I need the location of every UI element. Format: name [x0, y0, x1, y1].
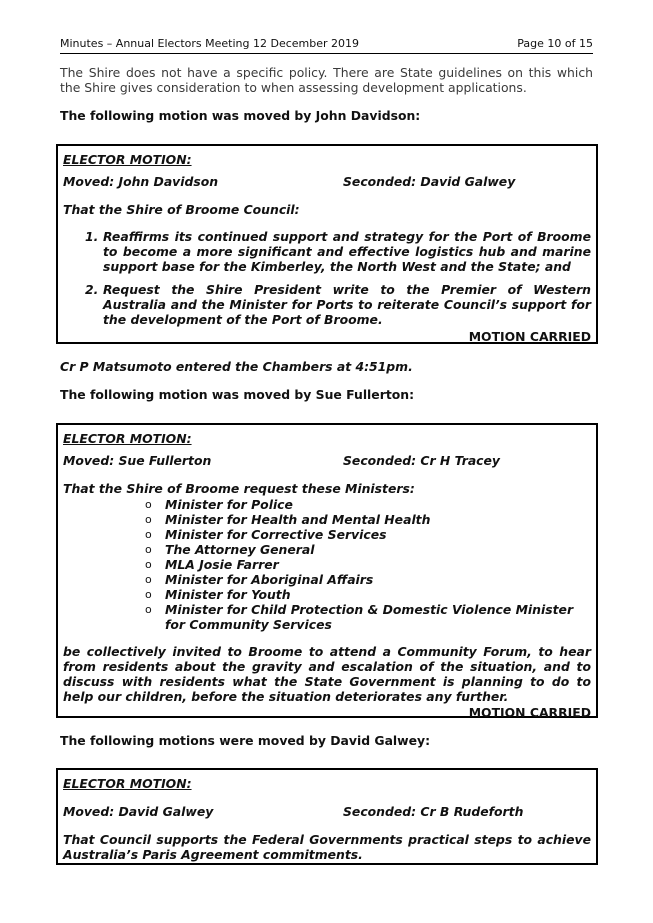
motion-result: MOTION CARRIED: [468, 705, 591, 720]
list-item: o Minister for Child Protection & Domestic Violence Minister for Community Services: [145, 602, 574, 632]
bullet-icon: o: [145, 498, 152, 511]
item-number: 2.: [85, 282, 99, 297]
moved-by: Moved: David Galwey: [63, 804, 214, 819]
ministers-list: [145, 497, 591, 632]
motion-movers: [63, 453, 591, 468]
bullet-icon: o: [145, 528, 152, 541]
list-item: o Minister for Police: [145, 497, 293, 512]
motion-box-3: [56, 768, 598, 865]
list-item: o Minister for Corrective Services: [145, 527, 387, 542]
list-item: o Minister for Health and Mental Health: [145, 512, 431, 527]
list-item: o Minister for Aboriginal Affairs: [145, 572, 374, 587]
bullet-icon: o: [145, 513, 152, 526]
motion-title: ELECTOR MOTION:: [63, 431, 192, 446]
motion-box-1: [56, 144, 598, 344]
item-text: Reaffirms its continued support and strategy for the Port of Broome to become a more significant and effective logistics hub and marine support base for the Kimberley, the North West and the State; and: [103, 229, 591, 274]
motion-item: [85, 282, 591, 327]
bullet-icon: o: [145, 588, 152, 601]
moved-by-heading-1: The following motion was moved by John Davidson:: [60, 108, 421, 123]
motion-text: That Council supports the Federal Governments practical steps to achieve Australia’s Paris Agreement commitments.: [63, 832, 591, 862]
bullet-icon: o: [145, 558, 152, 571]
seconded-by: Seconded: David Galwey: [343, 174, 516, 189]
list-item: o Minister for Youth: [145, 587, 291, 602]
bullet-icon: o: [145, 573, 152, 586]
entered-note: Cr P Matsumoto entered the Chambers at 4:51pm.: [60, 359, 413, 374]
moved-by-heading-2: The following motion was moved by Sue Fullerton:: [60, 387, 415, 402]
motion-result: MOTION CARRIED: [468, 329, 591, 344]
intro-paragraph: The Shire does not have a specific policy. There are State guidelines on this which the Shire gives consideration to when assessing development applications.: [60, 65, 593, 95]
header-title: Minutes – Annual Electors Meeting 12 December 2019: [60, 37, 360, 50]
bullet-icon: o: [145, 603, 152, 616]
motion-title: ELECTOR MOTION:: [63, 776, 192, 791]
item-number: 1.: [85, 229, 99, 244]
motion-title: ELECTOR MOTION:: [63, 152, 192, 167]
motion-movers: [63, 174, 591, 189]
page-header: [60, 37, 593, 54]
seconded-by: Seconded: Cr H Tracey: [343, 453, 501, 468]
list-item: o The Attorney General: [145, 542, 315, 557]
seconded-by: Seconded: Cr B Rudeforth: [343, 804, 524, 819]
motion-preamble: That the Shire of Broome request these Ministers:: [63, 481, 415, 496]
page-number: Page 10 of 15: [517, 37, 593, 50]
motion-preamble: That the Shire of Broome Council:: [63, 202, 300, 217]
moved-by: Moved: John Davidson: [63, 174, 219, 189]
motion-box-2: [56, 423, 598, 718]
moved-by-heading-3: The following motions were moved by David Galwey:: [60, 733, 431, 748]
motion-closing: be collectively invited to Broome to attend a Community Forum, to hear from residents about the gravity and escalation of the situation, and to discuss with residents what the State Government is planning to do to help our children, before the situation deteriorates any further.: [63, 644, 591, 704]
list-item: o MLA Josie Farrer: [145, 557, 279, 572]
motion-items: [85, 229, 591, 327]
moved-by: Moved: Sue Fullerton: [63, 453, 212, 468]
motion-item: [85, 229, 591, 274]
item-text: Request the Shire President write to the Premier of Western Australia and the Minister for Ports to reiterate Council’s support for the development of the Port of Broome.: [103, 282, 591, 327]
motion-movers: [63, 804, 591, 819]
bullet-icon: o: [145, 543, 152, 556]
